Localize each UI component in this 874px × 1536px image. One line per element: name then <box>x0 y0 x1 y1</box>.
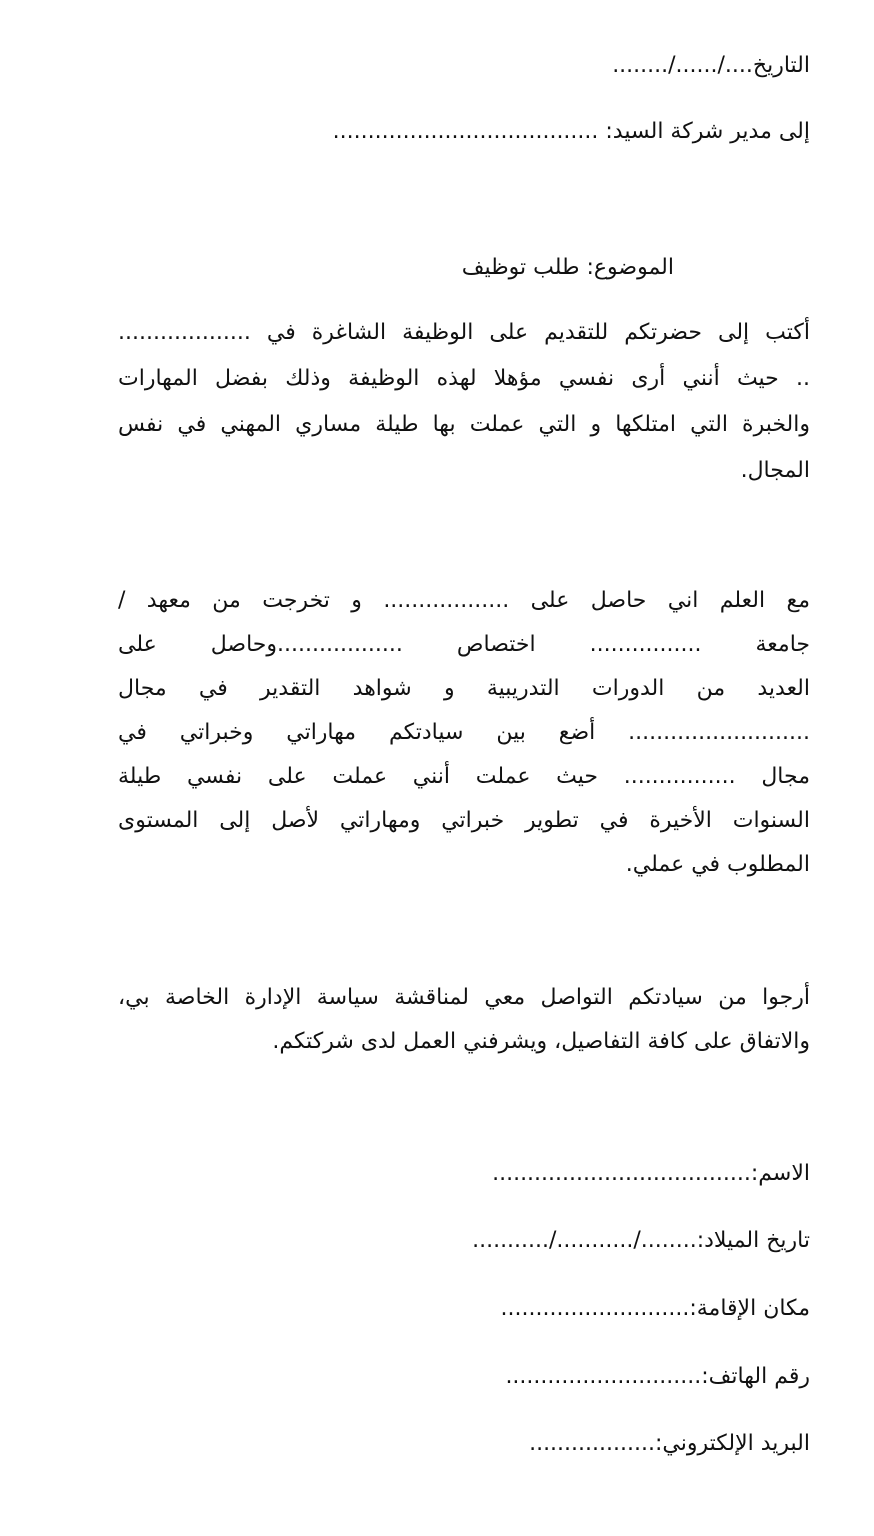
intro-line-1: أكتب إلى حضرتكم للتقديم على الوظيفة الشاغرة في ................... <box>118 320 810 345</box>
qualifications-line-2: جامعة ................ اختصاص ..................وحاصل على <box>118 632 810 657</box>
residence-field: مكان الإقامة:........................... <box>500 1296 810 1321</box>
intro-line-3: والخبرة التي امتلكها و التي عملت بها طيلة مساري المهني في نفس <box>118 412 810 437</box>
qualifications-line-5: مجال ................ حيث عملت أنني عملت على نفسي طيلة <box>118 764 810 789</box>
qualifications-line-4: .......................... أضع بين سيادتكم مهاراتي وخبراتي في <box>118 720 810 745</box>
qualifications-line-7: المطلوب في عملي. <box>625 852 810 877</box>
phone-field: رقم الهاتف:............................ <box>505 1364 810 1389</box>
qualifications-line-1: مع العلم اني حاصل على .................. و تخرجت من معهد / <box>118 588 810 613</box>
closing-line-1: أرجوا من سيادتكم التواصل معي لمناقشة سياسة الإدارة الخاصة بي، <box>118 985 810 1010</box>
birth-date-field: تاريخ الميلاد:......../.........../........... <box>472 1228 810 1253</box>
intro-line-2: .. حيث أنني أرى نفسي مؤهلا لهذه الوظيفة وذلك بفضل المهارات <box>118 366 810 391</box>
qualifications-line-3: العديد من الدورات التدريبية و شواهد التقدير في مجال <box>118 676 810 701</box>
subject-line: الموضوع: طلب توظيف <box>461 255 674 280</box>
date-line: التاريخ..../....../........ <box>612 53 810 78</box>
name-field: الاسم:..................................... <box>492 1161 810 1186</box>
qualifications-line-6: السنوات الأخيرة في تطوير خبراتي ومهاراتي لأصل إلى المستوى <box>118 808 810 833</box>
intro-line-4: المجال. <box>740 458 810 483</box>
recipient-line: إلى مدير شركة السيد: ...................................... <box>332 119 810 144</box>
email-field: البريد الإلكتروني:.................. <box>529 1431 810 1456</box>
closing-line-2: والاتفاق على كافة التفاصيل، ويشرفني العمل لدى شركتكم. <box>272 1029 810 1054</box>
